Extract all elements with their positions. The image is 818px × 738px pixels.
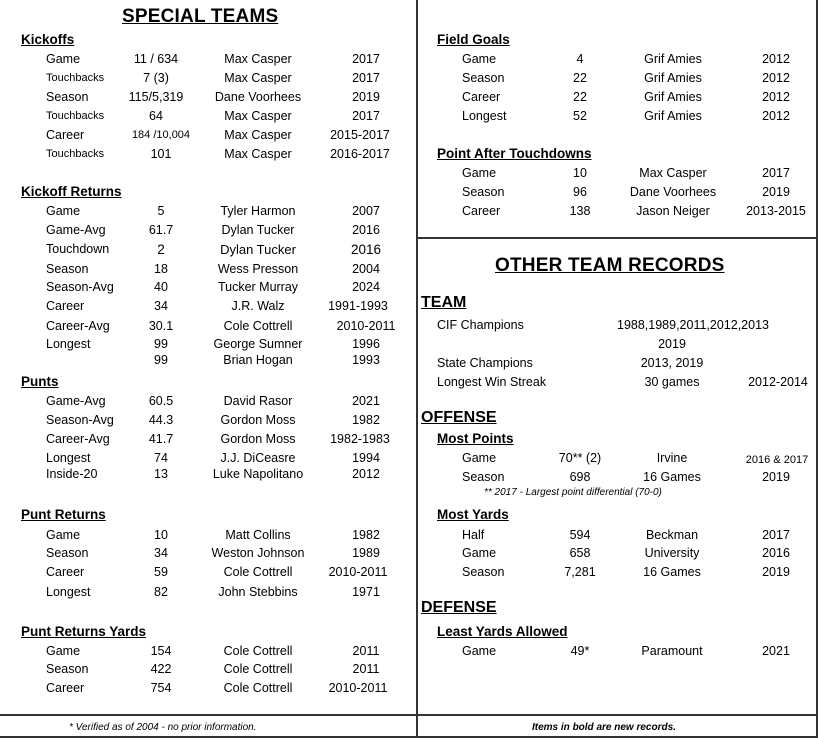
record-value: 60.5	[148, 394, 174, 408]
record-holder: Grif Amies	[644, 90, 702, 104]
record-category: Half	[462, 528, 485, 542]
record-value: 4	[576, 52, 584, 66]
footer-bold-note: Items in bold are new records.	[532, 722, 676, 733]
record-category: Game-Avg	[46, 223, 106, 237]
record-value: 18	[154, 262, 168, 276]
record-value: 594	[569, 528, 591, 542]
record-holder: Gordon Moss	[220, 413, 296, 427]
record-category: Game	[46, 204, 81, 218]
record-holder: Cole Cottrell	[223, 681, 293, 695]
record-value: 10	[154, 528, 168, 542]
record-category: Season	[46, 262, 89, 276]
record-value: 96	[573, 185, 587, 199]
record-year: 2016	[350, 242, 382, 257]
record-category: Season	[462, 565, 505, 579]
footer-verified-note: * Verified as of 2004 - no prior information.	[69, 722, 257, 733]
record-holder: Dane Voorhees	[214, 90, 302, 104]
record-category: Season-Avg	[46, 413, 114, 427]
record-value: 698	[569, 470, 591, 484]
record-year: 2007	[352, 204, 380, 218]
record-category: Game-Avg	[46, 394, 106, 408]
record-category: Longest	[462, 109, 507, 123]
record-value: 34	[154, 299, 168, 313]
record-category: Career	[46, 299, 85, 313]
record-value: 154	[150, 644, 172, 658]
record-value: 754	[150, 681, 172, 695]
record-category: Season	[46, 90, 89, 104]
win-streak-years: 2012-2014	[748, 375, 808, 389]
record-category: Career	[462, 90, 501, 104]
record-value: 41.7	[148, 432, 174, 446]
record-year: 2015-2017	[330, 128, 390, 142]
record-opponent: 16 Games	[643, 565, 701, 579]
record-value: 115/5,319	[128, 90, 184, 104]
record-value: 99	[154, 353, 168, 367]
cif-champions-years: 1988,1989,2011,2012,2013	[616, 318, 770, 332]
cif-champions-label: CIF Champions	[437, 318, 524, 332]
record-value: 658	[569, 546, 591, 560]
record-holder: Grif Amies	[644, 109, 702, 123]
record-year: 2019	[352, 90, 380, 104]
record-opponent: Irvine	[656, 451, 688, 465]
record-year: 2017	[762, 166, 790, 180]
record-year: 2004	[352, 262, 380, 276]
record-holder: Tyler Harmon	[220, 204, 296, 218]
record-year: 2012	[762, 52, 790, 66]
record-holder: Cole Cottrell	[223, 319, 293, 333]
record-category: Career	[46, 128, 85, 142]
record-category: Career-Avg	[46, 432, 110, 446]
record-category: Game	[46, 52, 81, 66]
record-category: Game	[462, 166, 497, 180]
record-holder: Max Casper	[224, 71, 292, 85]
record-holder: Wess Presson	[217, 262, 299, 276]
win-streak-label: Longest Win Streak	[437, 375, 547, 389]
record-holder: Cole Cottrell	[223, 644, 293, 658]
record-year: 1989	[352, 546, 380, 560]
record-category: Touchbacks	[46, 72, 105, 84]
record-year: 2012	[352, 467, 380, 481]
record-category: Season	[462, 185, 505, 199]
kickoff-returns-heading: Kickoff Returns	[21, 184, 122, 199]
right-section-divider	[417, 237, 818, 239]
record-year: 2012	[762, 109, 790, 123]
record-opponent: Paramount	[641, 644, 703, 658]
record-category: Touchdown	[46, 242, 110, 256]
team-heading: TEAM	[421, 294, 467, 311]
record-category: Game	[462, 546, 497, 560]
record-year: 2017	[352, 52, 380, 66]
record-year: 1991-1993	[328, 299, 388, 313]
record-value: 10	[573, 166, 587, 180]
record-value: 40	[154, 280, 168, 294]
record-holder: David Rasor	[223, 394, 293, 408]
special-teams-title: SPECIAL TEAMS	[122, 6, 279, 27]
record-year: 2019	[762, 185, 790, 199]
cif-champions-years-2: 2019	[658, 337, 686, 351]
record-year: 2017	[352, 71, 380, 85]
record-holder: Gordon Moss	[220, 432, 296, 446]
record-category: Game	[462, 451, 497, 465]
record-holder: Grif Amies	[644, 52, 702, 66]
record-year: 1982	[352, 413, 380, 427]
record-category: Career	[46, 565, 85, 579]
record-holder: Max Casper	[224, 128, 292, 142]
record-holder: Max Casper	[639, 166, 707, 180]
record-year: 2021	[352, 394, 380, 408]
record-category: Career	[462, 204, 501, 218]
record-year: 2021	[762, 644, 790, 658]
record-year: 2013-2015	[746, 204, 806, 218]
record-category: Game	[46, 644, 81, 658]
record-year: 2016	[762, 546, 790, 560]
defense-heading: DEFENSE	[421, 599, 497, 616]
record-holder: John Stebbins	[218, 585, 298, 599]
record-year: 2010-2011	[328, 681, 388, 695]
record-value: 11 / 634	[133, 52, 179, 66]
record-holder: J.J. DiCeasre	[220, 451, 296, 465]
record-year: 2010-2011	[336, 319, 396, 333]
record-year: 1993	[352, 353, 380, 367]
state-champions-years: 2013, 2019	[640, 356, 704, 370]
record-category: Game	[462, 52, 497, 66]
field-goals-heading: Field Goals	[437, 32, 510, 47]
record-year: 2024	[352, 280, 380, 294]
record-year: 2012	[762, 90, 790, 104]
record-year: 2012	[762, 71, 790, 85]
most-yards-heading: Most Yards	[437, 507, 509, 522]
win-streak-value: 30 games	[644, 375, 700, 389]
pat-heading: Point After Touchdowns	[437, 146, 592, 161]
record-value: 82	[154, 585, 168, 599]
center-divider	[416, 0, 418, 738]
record-opponent: University	[644, 546, 700, 560]
record-value: 101	[150, 147, 172, 161]
record-value: 184 /10,004	[131, 129, 191, 141]
record-category: Touchbacks	[46, 148, 105, 160]
record-year: 2011	[352, 662, 380, 676]
record-value: 64	[149, 109, 163, 123]
record-holder: Luke Napolitano	[212, 467, 304, 481]
record-opponent: Beckman	[645, 528, 699, 542]
least-yards-heading: Least Yards Allowed	[437, 624, 568, 639]
record-value: 422	[150, 662, 172, 676]
record-category: Longest	[46, 585, 91, 599]
other-records-title: OTHER TEAM RECORDS	[495, 255, 725, 276]
record-value: 22	[573, 71, 587, 85]
record-year: 1982	[352, 528, 380, 542]
record-year: 2017	[762, 528, 790, 542]
differential-note: ** 2017 - Largest point differential (70-0)	[484, 487, 662, 498]
record-holder: Matt Collins	[225, 528, 291, 542]
record-value: 59	[154, 565, 168, 579]
record-year: 2011	[352, 644, 380, 658]
most-points-heading: Most Points	[437, 431, 514, 446]
record-category: Season	[462, 71, 505, 85]
record-category: Game	[46, 528, 81, 542]
record-category: Season-Avg	[46, 280, 114, 294]
record-category: Season	[46, 662, 89, 676]
record-category: Season	[46, 546, 89, 560]
state-champions-label: State Champions	[437, 356, 533, 370]
record-value: 34	[154, 546, 168, 560]
record-year: 2019	[762, 470, 790, 484]
record-value: 7,281	[564, 565, 596, 579]
record-holder: Weston Johnson	[211, 546, 305, 560]
kickoffs-heading: Kickoffs	[21, 32, 75, 47]
record-value: 61.7	[148, 223, 174, 237]
punt-returns-heading: Punt Returns	[21, 507, 106, 522]
record-year: 2016-2017	[330, 147, 390, 161]
record-value: 5	[157, 204, 165, 218]
punt-return-yards-heading: Punt Returns Yards	[21, 624, 147, 639]
record-holder: Brian Hogan	[223, 353, 293, 367]
record-value: 2	[157, 242, 165, 257]
record-holder: Max Casper	[224, 147, 292, 161]
record-value: 7 (3)	[143, 71, 169, 85]
record-value: 30.1	[148, 319, 174, 333]
record-category: Season	[462, 470, 505, 484]
record-year: 1971	[352, 585, 380, 599]
record-holder: Grif Amies	[644, 71, 702, 85]
record-category: Game	[462, 644, 497, 658]
record-holder: Dylan Tucker	[221, 223, 295, 237]
punts-heading: Punts	[21, 374, 59, 389]
record-holder: Jason Neiger	[636, 204, 710, 218]
record-value: 22	[573, 90, 587, 104]
record-category: Career-Avg	[46, 319, 110, 333]
record-opponent: 16 Games	[643, 470, 701, 484]
record-holder: Max Casper	[224, 109, 292, 123]
record-value: 52	[573, 109, 587, 123]
footer-divider	[0, 714, 818, 716]
record-year: 2016	[352, 223, 380, 237]
record-holder: Dylan Tucker	[220, 242, 296, 257]
record-year: 2016 & 2017	[745, 454, 809, 466]
record-value: 44.3	[148, 413, 174, 427]
record-holder: Dane Voorhees	[629, 185, 717, 199]
record-holder: Cole Cottrell	[223, 565, 293, 579]
record-category: Inside-20	[46, 467, 98, 481]
record-value: 138	[569, 204, 591, 218]
record-category: Career	[46, 681, 85, 695]
record-value: 74	[154, 451, 168, 465]
record-value: 99	[154, 337, 168, 351]
offense-heading: OFFENSE	[421, 409, 497, 426]
record-year: 1994	[352, 451, 380, 465]
record-value: 49*	[570, 644, 590, 658]
record-value: 70** (2)	[558, 451, 602, 465]
record-category: Longest	[46, 451, 91, 465]
record-year: 1996	[352, 337, 380, 351]
record-category: Longest	[46, 337, 91, 351]
record-holder: J.R. Walz	[231, 299, 285, 313]
record-holder: Tucker Murray	[217, 280, 299, 294]
record-year: 1982-1983	[330, 432, 390, 446]
record-category: Touchbacks	[46, 110, 105, 122]
record-holder: Max Casper	[224, 52, 292, 66]
record-holder: George Sumner	[213, 337, 303, 351]
record-holder: Cole Cottrell	[223, 662, 293, 676]
record-year: 2010-2011	[328, 565, 388, 579]
record-year: 2017	[352, 109, 380, 123]
record-value: 13	[154, 467, 168, 481]
record-year: 2019	[762, 565, 790, 579]
